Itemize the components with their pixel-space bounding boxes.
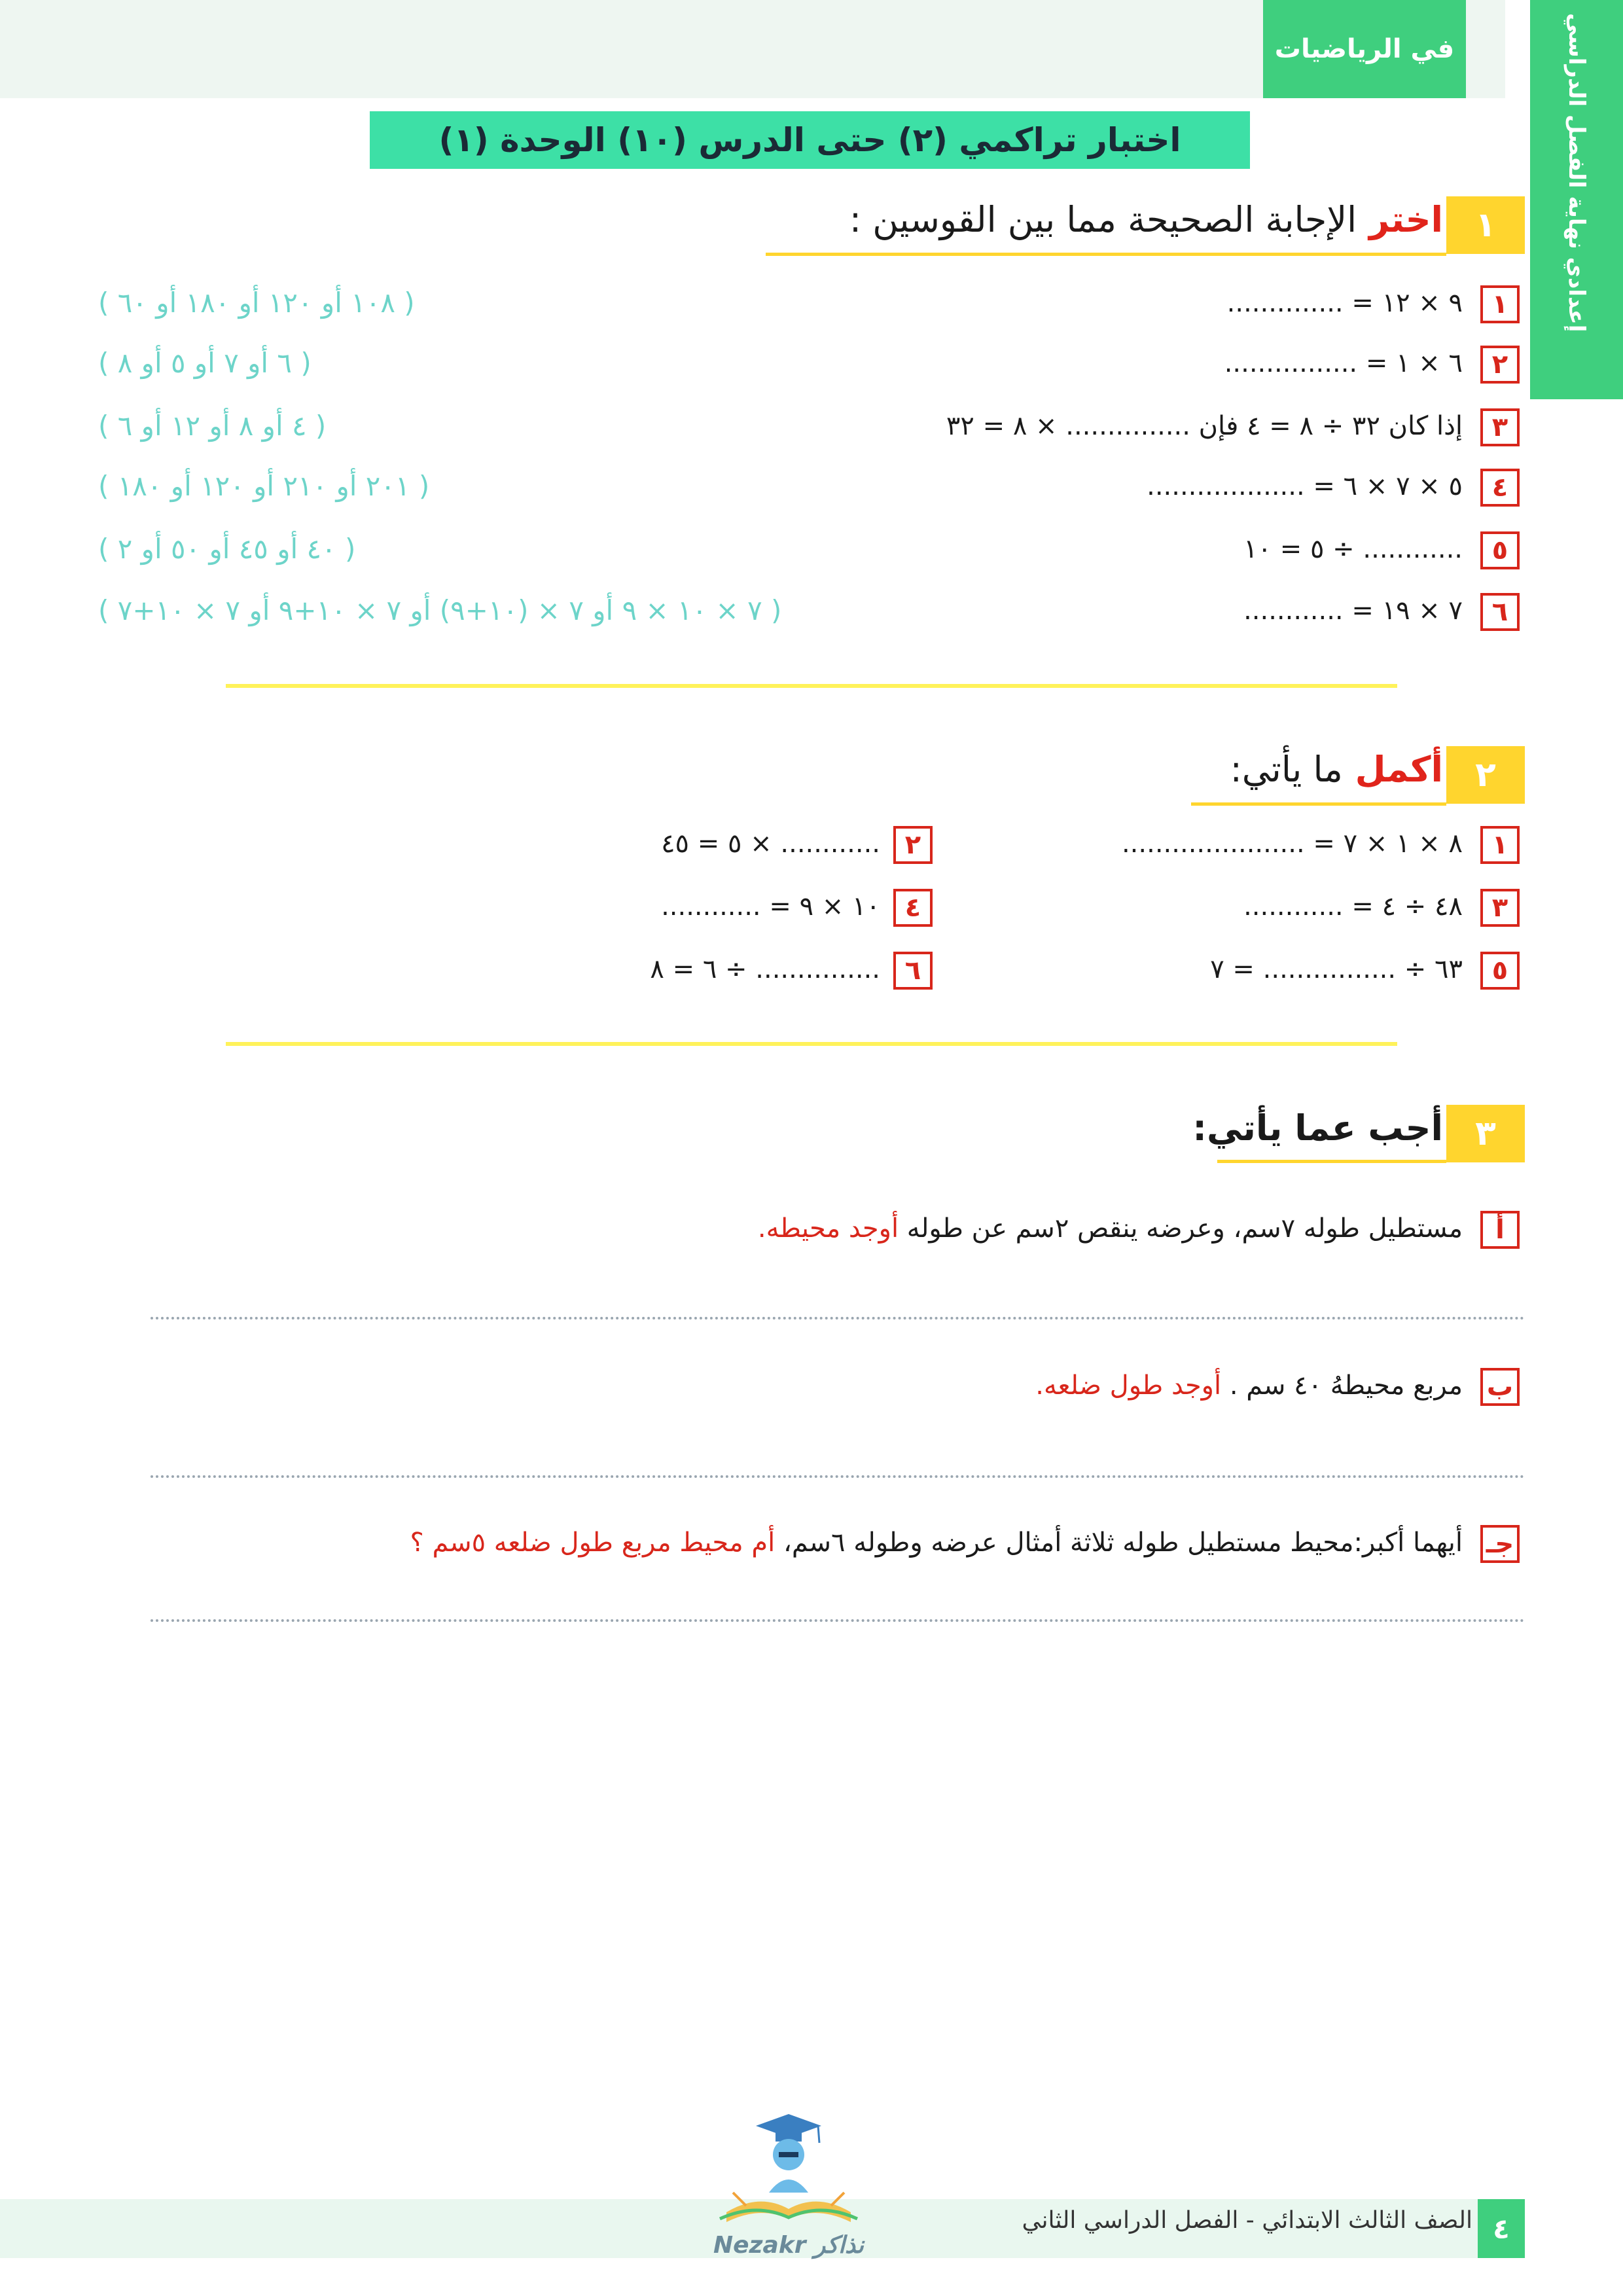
question-number: أ: [1480, 1211, 1520, 1249]
question-text: ............... ÷ ٦ = ٨: [650, 954, 880, 984]
question-text: [410, 1528, 1463, 1558]
question-text: ١٠ × ٩ = ............: [661, 891, 880, 922]
logo-graphic: [681, 2114, 897, 2271]
question-statement: أيهما أكبر:محيط مستطيل طوله ثلاثة أمثال عرضه وطوله ٦سم،: [783, 1528, 1463, 1558]
answer-choices: ( ٧ × ١٠ × ٩ أو ٧ × (١٠+٩) أو ٧ × ١٠+٩ أو ٧ × ١٠+٧ ): [98, 594, 782, 626]
answer-choices: ( ٤ أو ٨ أو ١٢ أو ٦ ): [98, 410, 327, 442]
section-2-number: ٢: [1446, 746, 1525, 804]
footer-text: الصف الثالث الابتدائي - الفصل الدراسي الثاني: [1022, 2207, 1472, 2234]
question-text: ٦ × ١ = ................: [1224, 348, 1463, 378]
question-text: ٩ × ١٢ = ..............: [1226, 288, 1463, 318]
section-1-title-rest: الإجابة الصحيحة مما بين القوسين :: [849, 199, 1357, 240]
answer-choices: ( ٢٠١ أو ٢١٠ أو ١٢٠ أو ١٨٠ ): [98, 470, 430, 502]
question-text: ٧ × ١٩ = ............: [1243, 596, 1463, 626]
section-3-title: أجب عما يأتي:: [1192, 1107, 1443, 1149]
test-title: اختبار تراكمي (٢) حتى الدرس (١٠) الوحدة (١): [370, 111, 1250, 169]
section-2-underline: [1191, 802, 1446, 806]
question-text: ٨ × ١ × ٧ = ......................: [1121, 829, 1463, 859]
question-text: ............ ÷ ٥ = ١٠: [1243, 534, 1463, 564]
question-number: ٢: [1480, 346, 1520, 384]
nezakr-logo: [681, 2114, 897, 2271]
answer-line[interactable]: [151, 1317, 1525, 1319]
answer-line[interactable]: [151, 1475, 1525, 1478]
question-number: ٤: [893, 889, 933, 927]
answer-choices: ( ٤٠ أو ٤٥ أو ٥٠ أو ٢ ): [98, 533, 356, 565]
question-task: أوجد طول ضلعه.: [1035, 1371, 1222, 1401]
question-text: ٥ × ٧ × ٦ = ...................: [1147, 471, 1463, 501]
section-divider: [226, 684, 1397, 688]
question-number: ٥: [1480, 531, 1520, 569]
question-number: ١: [1480, 285, 1520, 323]
section-divider: [226, 1042, 1397, 1046]
question-number: ١: [1480, 826, 1520, 864]
question-number: ٦: [1480, 593, 1520, 631]
question-number: جـ: [1480, 1525, 1520, 1563]
question-text: ٦٣ ÷ ................ = ٧: [1210, 954, 1463, 984]
section-2-title: [1230, 749, 1443, 790]
answer-choices: ( ١٠٨ أو ١٢٠ أو ١٨٠ أو ٦٠ ): [98, 287, 415, 319]
section-1-title: [849, 199, 1443, 240]
section-1-underline: [766, 253, 1446, 256]
subject-tab: في الرياضيات: [1263, 0, 1466, 98]
answer-line[interactable]: [151, 1619, 1525, 1622]
question-number: ٦: [893, 952, 933, 990]
question-task: أم محيط مربع طول ضلعه ٥سم ؟: [410, 1528, 776, 1558]
section-2-title-rest: ما يأتي:: [1230, 749, 1343, 790]
question-text: إذا كان ٣٢ ÷ ٨ = ٤ فإن ............... × ٨ = ٣٢: [946, 411, 1463, 441]
side-tab-label: إعدادي نهاية الفصل الدراسي: [1563, 13, 1590, 332]
question-statement: مستطيل طوله ٧سم، وعرضه ينقص ٢سم عن طوله: [906, 1213, 1463, 1244]
logo-text: Nezakr نذاكر: [713, 2232, 864, 2259]
question-number: ٣: [1480, 889, 1520, 927]
question-number: ب: [1480, 1368, 1520, 1406]
question-text: ............ × ٥ = ٤٥: [661, 829, 880, 859]
section-3-number: ٣: [1446, 1105, 1525, 1162]
page-number: ٤: [1478, 2199, 1525, 2258]
question-number: ٢: [893, 826, 933, 864]
section-3-underline: [1217, 1160, 1446, 1163]
question-number: ٣: [1480, 408, 1520, 446]
question-task: أوجد محيطه.: [757, 1213, 899, 1244]
question-number: ٤: [1480, 469, 1520, 507]
section-2-title-highlight: أكمل: [1355, 749, 1443, 790]
section-1-number: ١: [1446, 196, 1525, 254]
question-number: ٥: [1480, 952, 1520, 990]
question-text: [1035, 1371, 1463, 1401]
section-1-title-highlight: اختر: [1368, 199, 1443, 240]
answer-choices: ( ٦ أو ٧ أو ٥ أو ٨ ): [98, 347, 312, 379]
question-text: ٤٨ ÷ ٤ = ............: [1243, 891, 1463, 922]
question-statement: مربع محيطهُ ٤٠ سم .: [1229, 1371, 1463, 1401]
question-text: [758, 1213, 1463, 1244]
